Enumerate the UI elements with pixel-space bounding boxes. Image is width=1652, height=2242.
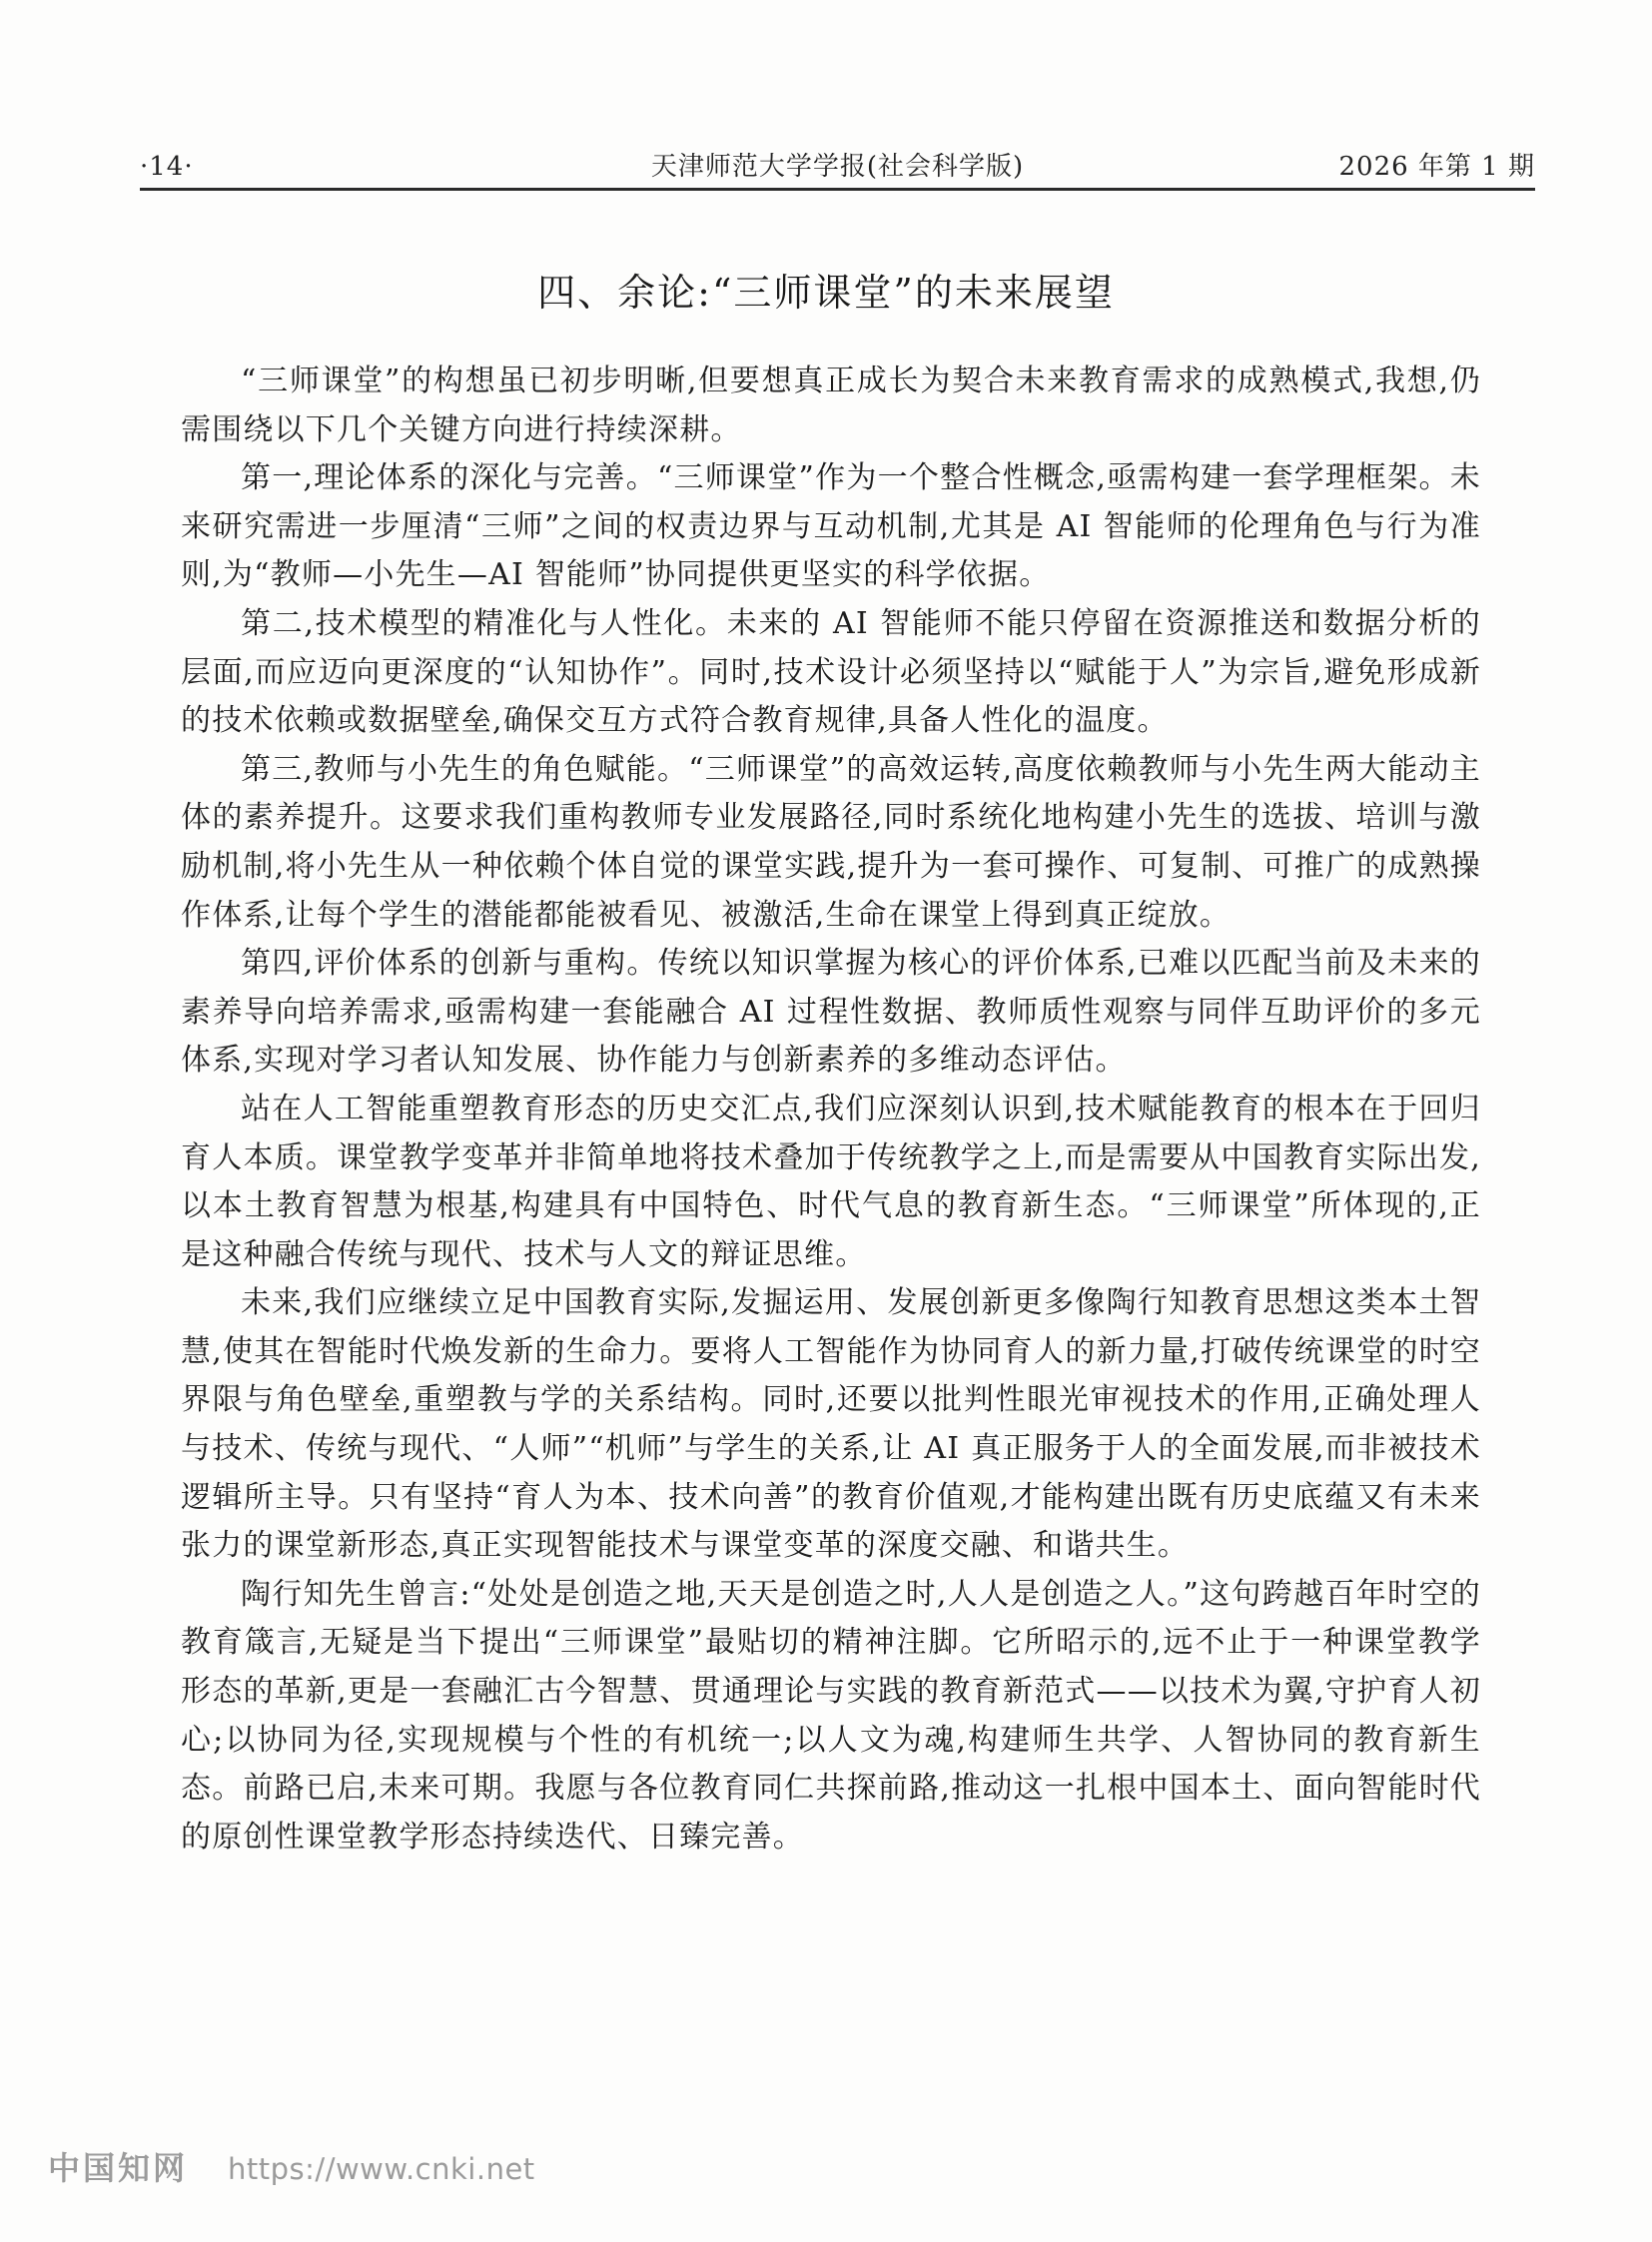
journal-title: 天津师范大学学报(社会科学版): [650, 152, 1025, 182]
cnki-watermark: [48, 2143, 535, 2189]
body-paragraph: 第二,技术模型的精准化与人性化。未来的 AI 智能师不能只停留在资源推送和数据分析的层面,而应迈向更深度的“认知协作”。同时,技术设计必须坚持以“赋能于人”为宗旨,避免形成新的技术依赖或数据壁垒,确保交互方式符合教育规律,具备人性化的温度。: [181, 605, 1481, 739]
body-paragraph: 第一,理论体系的深化与完善。“三师课堂”作为一个整合性概念,亟需构建一套学理框架。未来研究需进一步厘清“三师”之间的权责边界与互动机制,尤其是 AI 智能师的伦理角色与行为准则,为“教师—小先生—AI 智能师”协同提供更坚实的科学依据。: [181, 460, 1481, 593]
article-body: [181, 358, 1481, 1862]
page-number: ·14·: [140, 152, 194, 182]
section-title: 四、余论:“三师课堂”的未来展望: [537, 271, 1115, 315]
body-paragraph: “三师课堂”的构想虽已初步明晰,但要想真正成长为契合未来教育需求的成熟模式,我想,仍需围绕以下几个关键方向进行持续深耕。: [181, 364, 1481, 447]
cnki-logo-text: 中国知网: [48, 2149, 189, 2187]
body-paragraph: 第四,评价体系的创新与重构。传统以知识掌握为核心的评价体系,已难以匹配当前及未来的素养导向培养需求,亟需构建一套能融合 AI 过程性数据、教师质性观察与同伴互助评价的多元体系,实现对学习者认知发展、协作能力与创新素养的多维动态评估。: [181, 946, 1481, 1079]
page-header: [140, 146, 1535, 183]
body-paragraph: 站在人工智能重塑教育形态的历史交汇点,我们应深刻认识到,技术赋能教育的根本在于回归育人本质。课堂教学变革并非简单地将技术叠加于传统教学之上,而是需要从中国教育实际出发,以本土教育智慧为根基,构建具有中国特色、时代气息的教育新生态。“三师课堂”所体现的,正是这种融合传统与现代、技术与人文的辩证思维。: [181, 1091, 1481, 1272]
body-paragraph: 未来,我们应继续立足中国教育实际,发掘运用、发展创新更多像陶行知教育思想这类本土智慧,使其在智能时代焕发新的生命力。要将人工智能作为协同育人的新力量,打破传统课堂的时空界限与角色壁垒,重塑教与学的关系结构。同时,还要以批判性眼光审视技术的作用,正确处理人与技术、传统与现代、“人师”“机师”与学生的关系,让 AI 真正服务于人的全面发展,而非被技术逻辑所主导。只有坚持“育人为本、技术向善”的教育价值观,才能构建出既有历史底蕴又有未来张力的课堂新形态,真正实现智能技术与课堂变革的深度交融、和谐共生。: [181, 1285, 1481, 1564]
cnki-url: https://www.cnki.net: [228, 2152, 535, 2186]
issue-label: 2026 年第 1 期: [1338, 152, 1535, 182]
body-paragraph: 陶行知先生曾言:“处处是创造之地,天天是创造之时,人人是创造之人。”这句跨越百年时空的教育箴言,无疑是当下提出“三师课堂”最贴切的精神注脚。它所昭示的,远不止于一种课堂教学形态的革新,更是一套融汇古今智慧、贯通理论与实践的教育新范式——以技术为翼,守护育人初心;以协同为径,实现规模与个性的有机统一;以人文为魂,构建师生共学、人智协同的教育新生态。前路已启,未来可期。我愿与各位教育同仁共探前路,推动这一扎根中国本土、面向智能时代的原创性课堂教学形态持续迭代、日臻完善。: [181, 1576, 1481, 1855]
header-divider: [140, 188, 1535, 191]
body-paragraph: 第三,教师与小先生的角色赋能。“三师课堂”的高效运转,高度依赖教师与小先生两大能动主体的素养提升。这要求我们重构教师专业发展路径,同时系统化地构建小先生的选拔、培训与激励机制,将小先生从一种依赖个体自觉的课堂实践,提升为一套可操作、可复制、可推广的成熟操作体系,让每个学生的潜能都能被看见、被激活,生命在课堂上得到真正绽放。: [181, 751, 1481, 933]
